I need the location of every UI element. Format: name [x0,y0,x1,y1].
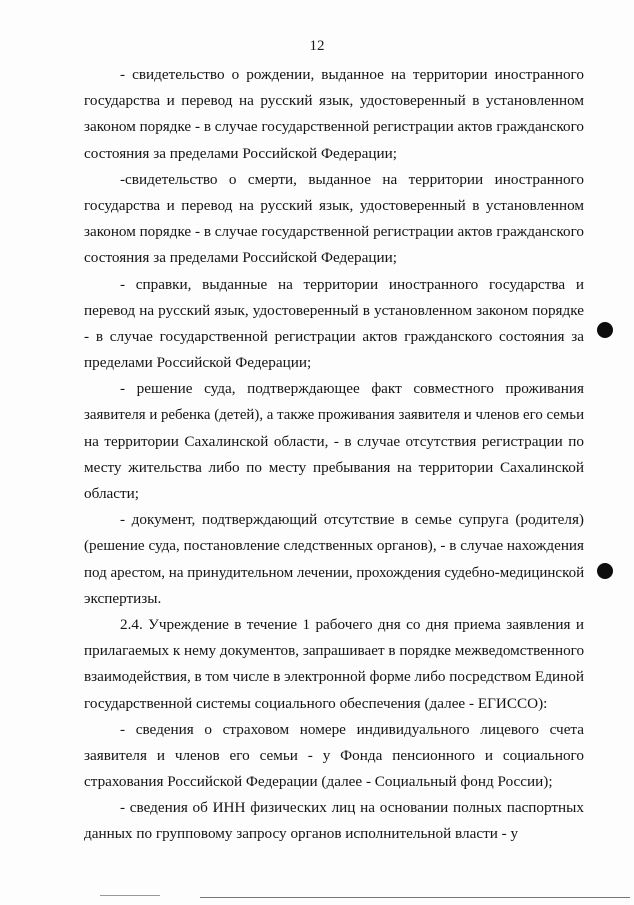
paragraph [84,717,584,796]
paragraph [84,376,584,507]
text-line: - свидетельство о рождении, выданное на территории иностранного [120,66,584,83]
text-line: взаимодействия, в том числе в электронной форме либо посредством Единой [84,668,584,686]
text-line: - документ, подтверждающий отсутствие в семье супруга (родителя) [120,511,584,529]
text-line: -свидетельство о смерти, выданное на территории иностранного [120,170,584,188]
text-line: данных по групповому запросу органов исполнительной власти - у [84,825,519,843]
text-line: - справки, выданные на территории иностранного государства и [120,275,584,293]
text-line: - в случае государственной регистрации актов гражданского состояния за [84,327,584,345]
text-line: законом порядке - в случае государственной регистрации актов гражданского [84,224,584,241]
text-line: государства и перевод на русский язык, удостоверенный в установленном [84,92,584,110]
text-line: заявителя и членов его семьи - у Фонда пенсионного и социального [84,746,584,764]
text-line: 2.4. Учреждение в течение 1 рабочего дня со дня приема заявления и [120,615,584,633]
text-line: - решение суда, подтверждающее факт совместного проживания [120,380,584,398]
page-number: 12 [309,38,325,54]
text-line: страхования Российской Федерации (далее - Социальный фонд России); [84,773,553,791]
text-line: законом порядке - в случае государственной регистрации актов гражданского [84,119,584,136]
paragraph [84,795,584,847]
scan-edge-line [100,895,160,896]
text-line: области; [84,485,139,502]
text-line: - сведения об ИНН физических лиц на основании полных паспортных [120,799,584,817]
text-line: экспертизы. [84,589,162,607]
paragraph [84,167,584,272]
scan-edge-line [200,897,630,898]
text-line: состояния за пределами Российской Федерации; [84,249,397,267]
text-line: прилагаемых к нему документов, запрашивает в порядке межведомственного [84,642,584,660]
text-line: состояния за пределами Российской Федерации; [84,144,397,162]
text-line: перевод на русский язык, удостоверенный в установленном законом порядке [84,301,584,319]
paragraph [84,612,584,717]
text-line: месту жительства либо по месту пребывания на территории Сахалинской [84,458,584,476]
hole-punch-mark [597,563,613,579]
paragraph [84,507,584,612]
text-line: - сведения о страховом номере индивидуального лицевого счета [120,720,584,738]
text-line: государства и перевод на русский язык, удостоверенный в установленном [84,196,584,214]
text-line: пределами Российской Федерации; [84,354,312,372]
text-line: (решение суда, постановление следственных органов), - в случае нахождения [84,537,584,555]
paragraph [84,62,584,167]
document-body [84,62,584,848]
text-line: под арестом, на принудительном лечении, прохождения судебно-медицинской [84,564,584,581]
text-line: заявителя и ребенка (детей), а также проживания заявителя и членов его семьи [84,407,584,424]
paragraph [84,272,584,377]
text-line: на территории Сахалинской области, - в случае отсутствия регистрации по [84,432,584,450]
hole-punch-mark [597,322,613,338]
text-line: государственной системы социального обеспечения (далее - ЕГИССО): [84,694,548,712]
